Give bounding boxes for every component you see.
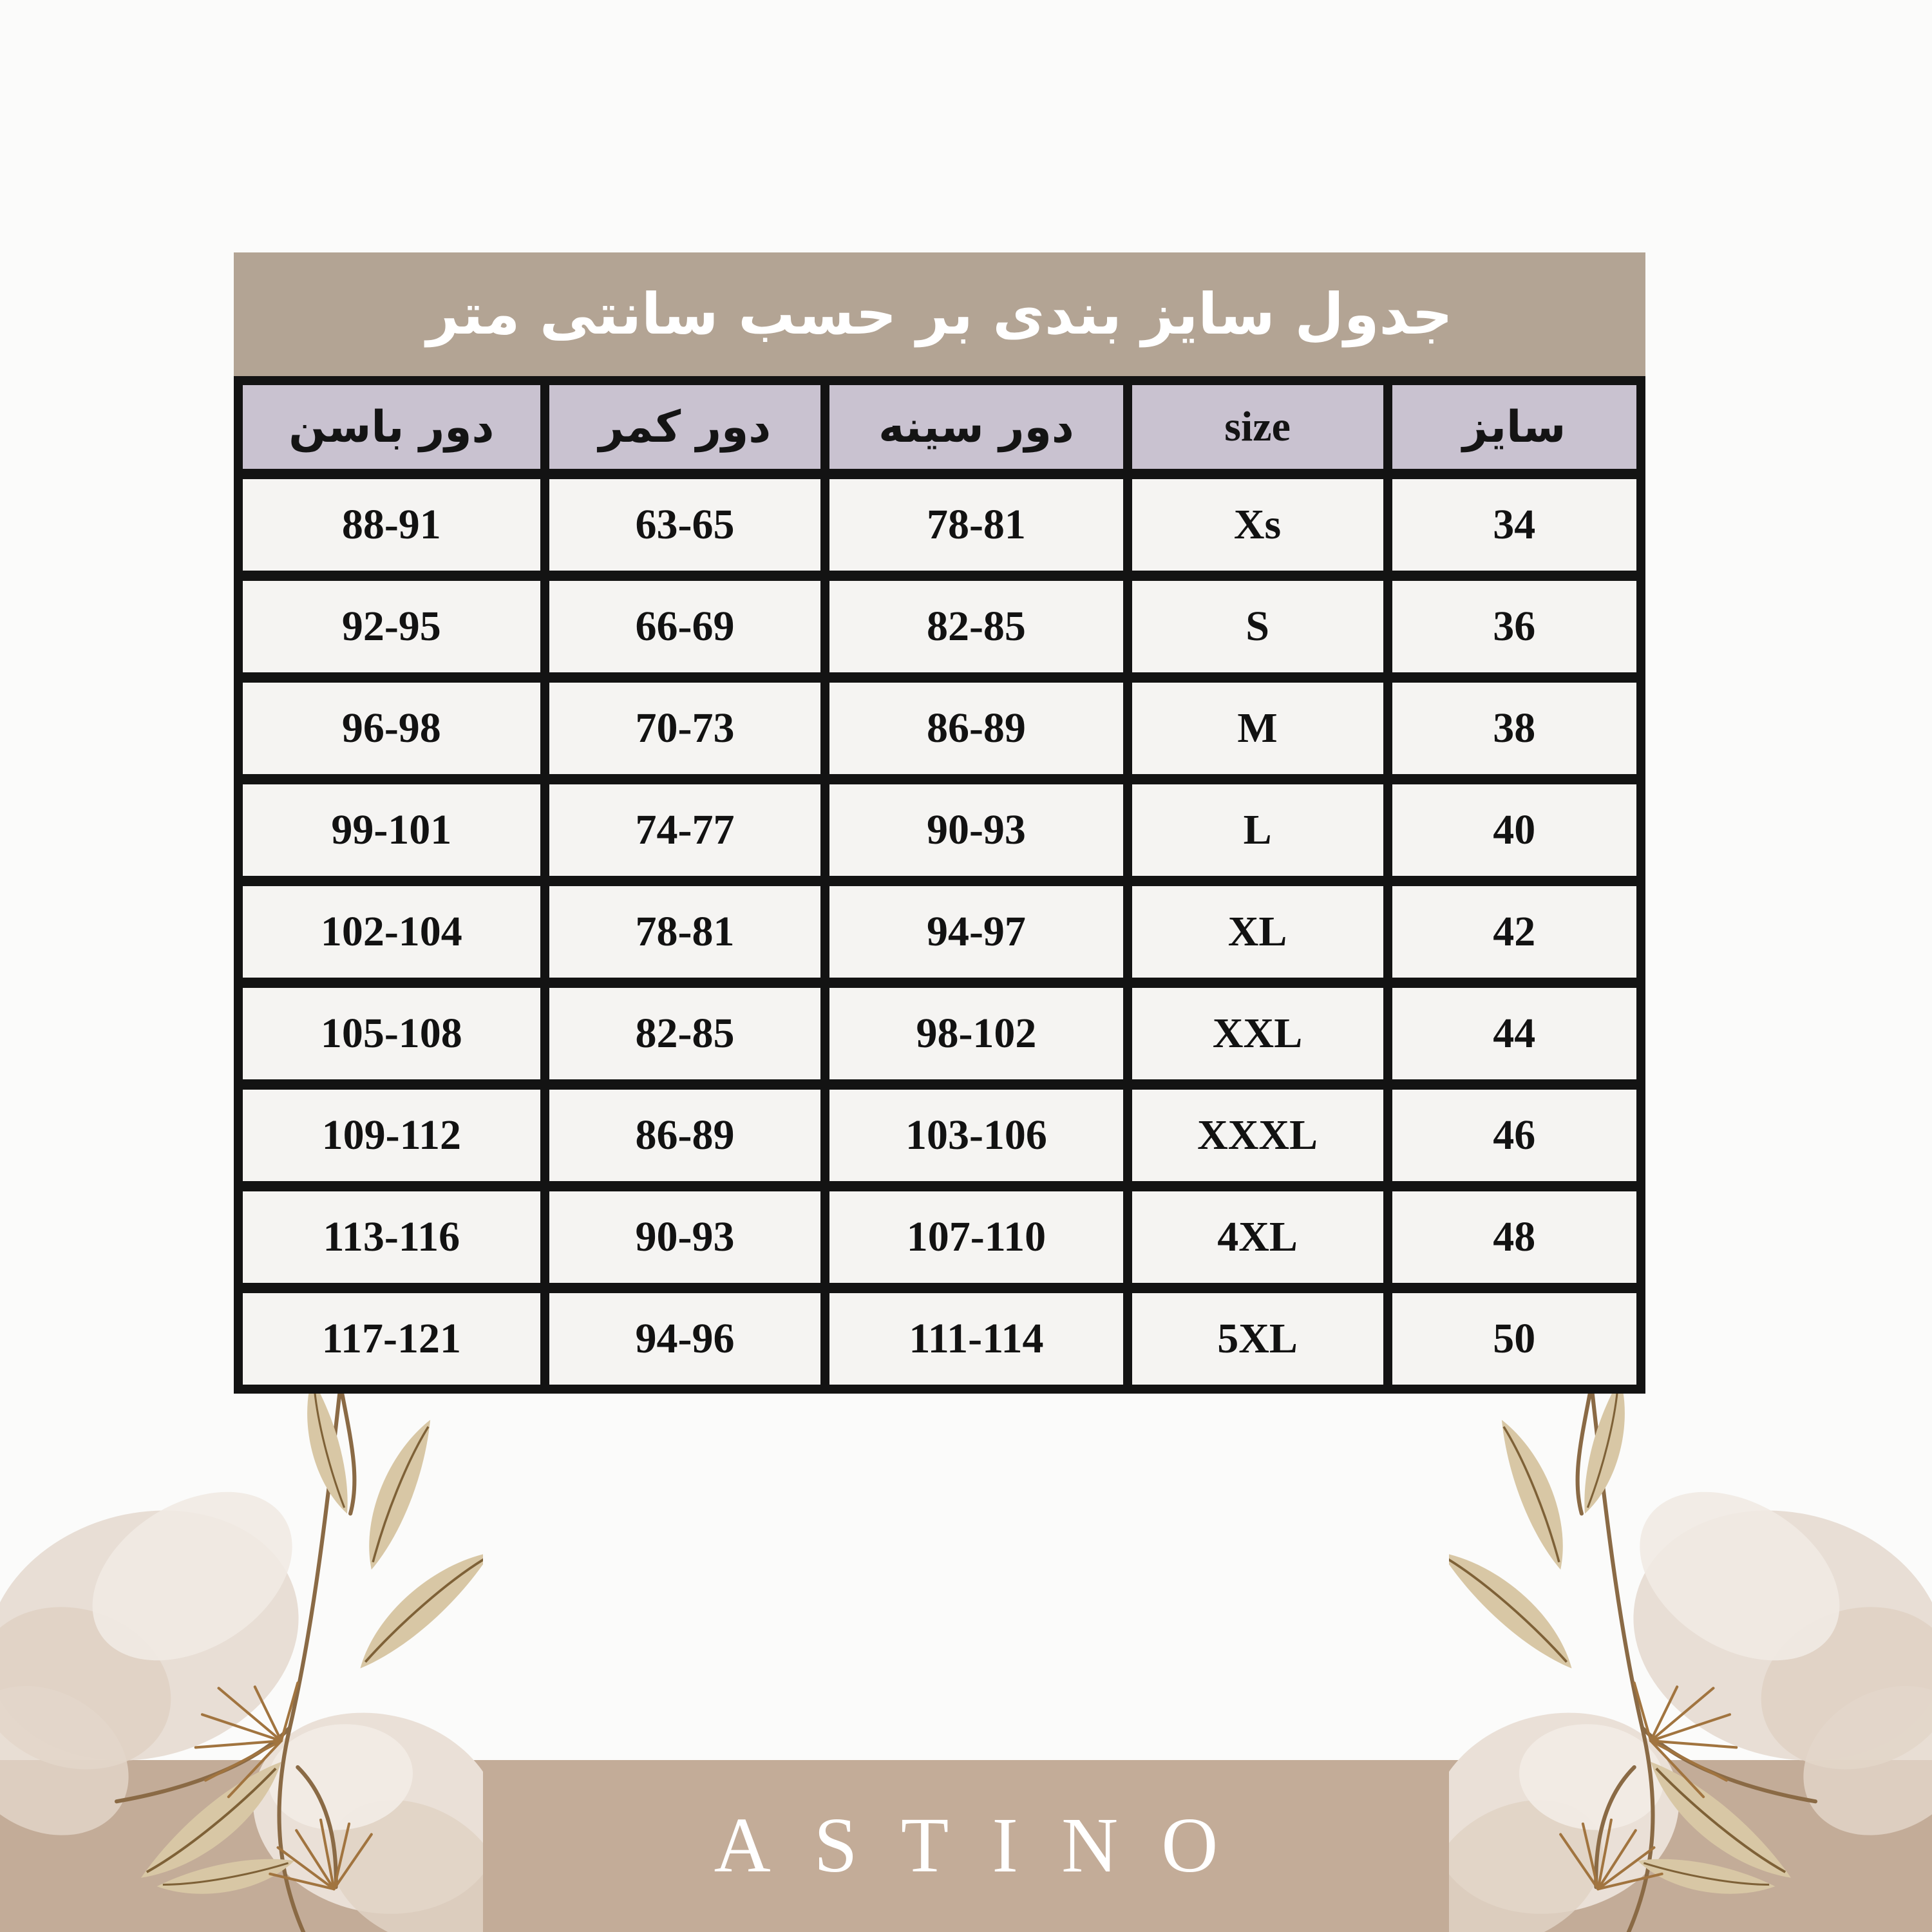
table-cell: 88-91	[243, 479, 540, 571]
table-cell: 4XL	[1132, 1191, 1383, 1283]
size-chart-title: جدول سایز بندی بر حسب سانتی متر	[234, 252, 1645, 376]
table-cell: 78-81	[829, 479, 1122, 571]
column-header: دور کمر	[549, 385, 821, 469]
table-cell: 105-108	[243, 988, 540, 1079]
table-cell: L	[1132, 784, 1383, 876]
table-cell: 90-93	[829, 784, 1122, 876]
table-cell: 99-101	[243, 784, 540, 876]
table-cell: 70-73	[549, 683, 821, 774]
table-cell: 78-81	[549, 886, 821, 978]
table-cell: 63-65	[549, 479, 821, 571]
table-cell: 103-106	[829, 1090, 1122, 1181]
table-cell: 5XL	[1132, 1293, 1383, 1385]
table-cell: 98-102	[829, 988, 1122, 1079]
table-cell: 102-104	[243, 886, 540, 978]
table-cell: 109-112	[243, 1090, 540, 1181]
table-cell: XXL	[1132, 988, 1383, 1079]
table-cell: 36	[1392, 581, 1636, 672]
size-chart	[234, 252, 1645, 1394]
table-cell: 74-77	[549, 784, 821, 876]
table-cell: 38	[1392, 683, 1636, 774]
brand-wordmark: ASTINO	[714, 1802, 1262, 1889]
table-cell: 94-97	[829, 886, 1122, 978]
table-cell: 44	[1392, 988, 1636, 1079]
table-cell: XL	[1132, 886, 1383, 978]
table-cell: 42	[1392, 886, 1636, 978]
column-header: سایز	[1392, 385, 1636, 469]
table-cell: 82-85	[549, 988, 821, 1079]
column-header: size	[1132, 385, 1383, 469]
table-cell: 117-121	[243, 1293, 540, 1385]
table-cell: 48	[1392, 1191, 1636, 1283]
table-cell: 86-89	[549, 1090, 821, 1181]
table-cell: M	[1132, 683, 1383, 774]
table-cell: 111-114	[829, 1293, 1122, 1385]
table-cell: 86-89	[829, 683, 1122, 774]
table-cell: Xs	[1132, 479, 1383, 571]
table-cell: 94-96	[549, 1293, 821, 1385]
table-cell: S	[1132, 581, 1383, 672]
table-cell: 90-93	[549, 1191, 821, 1283]
table-cell: 50	[1392, 1293, 1636, 1385]
table-cell: 113-116	[243, 1191, 540, 1283]
table-cell: 46	[1392, 1090, 1636, 1181]
table-cell: 96-98	[243, 683, 540, 774]
table-cell: 107-110	[829, 1191, 1122, 1283]
table-cell: 92-95	[243, 581, 540, 672]
column-header: دور باسن	[243, 385, 540, 469]
table-cell: 66-69	[549, 581, 821, 672]
column-header: دور سینه	[829, 385, 1122, 469]
size-table	[234, 376, 1645, 1394]
table-cell: 82-85	[829, 581, 1122, 672]
table-cell: 34	[1392, 479, 1636, 571]
table-cell: XXXL	[1132, 1090, 1383, 1181]
table-cell: 40	[1392, 784, 1636, 876]
